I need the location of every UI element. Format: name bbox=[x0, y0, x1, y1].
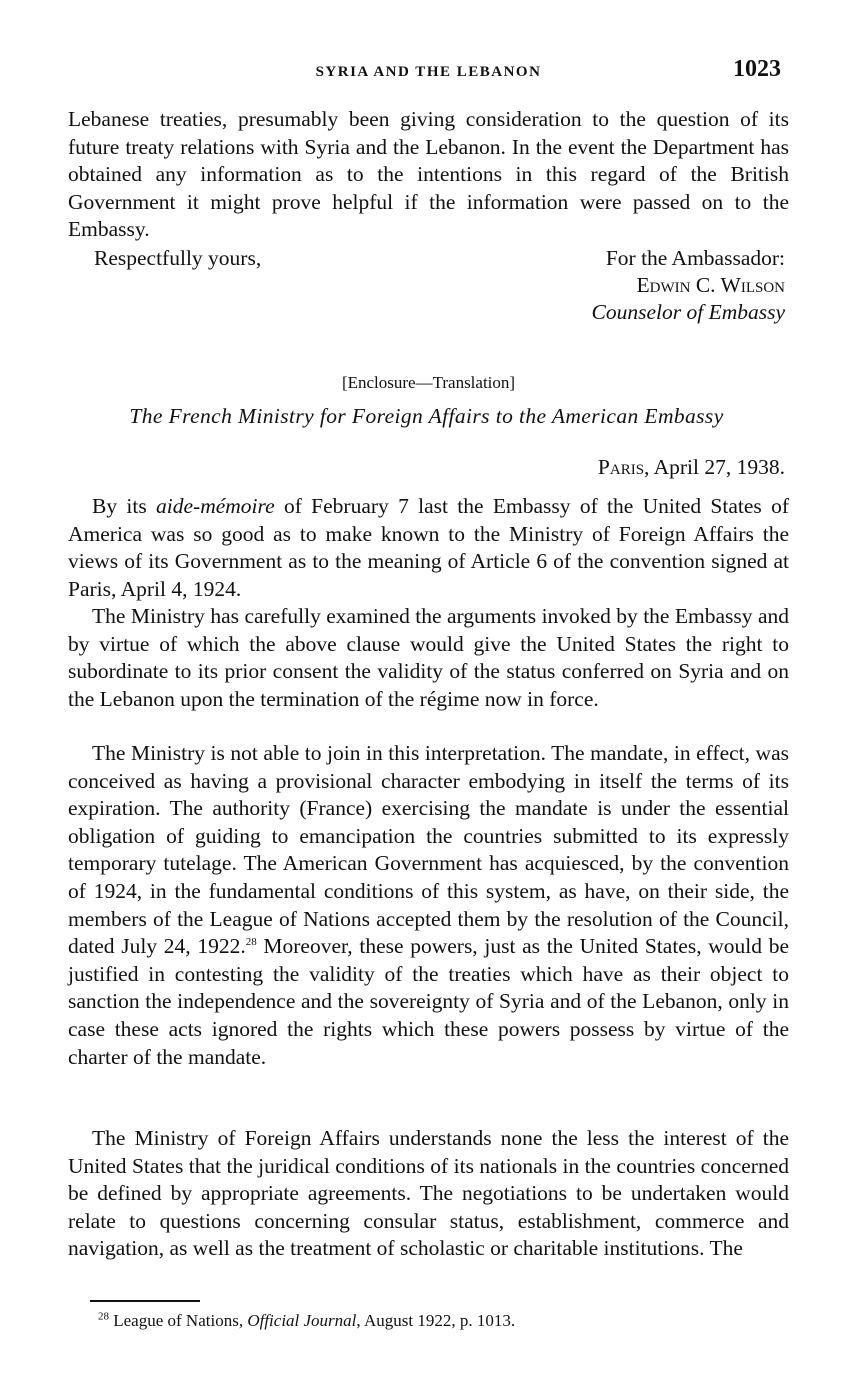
paragraph-3-start: The Ministry is not able to join in this interpretation. The mandate, in effect, was conceived as having a provisional character embodying in itself the terms of its expiration. The authority (France) exercising the mandate is under the essential obligation of guiding to emancipation the countries submitted to its expressly temporary tutelage. The American Government has acquiesced, by the convention of 1924, in the fundamental conditions of this system, as have, on their side, the members of the League of Nations accepted them by the resolution of the Council, dated July 24, 1922. bbox=[68, 741, 789, 959]
paragraph-1 bbox=[68, 493, 789, 603]
paragraph-4: The Ministry of Foreign Affairs understands none the less the interest of the United States that the juridical conditions of its nationals in the countries concerned be defined by appropriate agreements. The negotiations to be undertaken would relate to questions concerning consular status, establishment, commerce and navigation, as well as the treatment of scholastic or charitable institutions. The bbox=[68, 1126, 789, 1261]
footnote-number: 28 bbox=[98, 1310, 109, 1323]
signature-block bbox=[592, 245, 786, 326]
footnote-citation: , August 1922, p. 1013. bbox=[356, 1311, 516, 1330]
salutation: Respectfully yours, bbox=[94, 246, 262, 270]
running-head: SYRIA AND THE LEBANON bbox=[315, 64, 542, 80]
footnote-text: League of Nations, bbox=[109, 1311, 248, 1330]
paragraph-1-start: By its bbox=[92, 494, 157, 518]
footnote bbox=[98, 1311, 515, 1331]
intro-paragraph: Lebanese treaties, presumably been giving consideration to the question of its future treaty relations with Syria and the Lebanon. In the event the Department has obtained any information as to the intentions in this regard of the British Government it might prove helpful if the information were passed on to the Embassy. bbox=[68, 107, 789, 242]
footnote-journal: Official Journal bbox=[247, 1311, 357, 1330]
page-header bbox=[70, 58, 787, 88]
footnote-rule bbox=[90, 1300, 200, 1302]
enclosure-label: [Enclosure—Translation] bbox=[341, 373, 516, 392]
footnote-reference: 28 bbox=[245, 936, 257, 948]
aide-memoire-term: aide-mémoire bbox=[156, 494, 275, 518]
dateline bbox=[598, 455, 785, 480]
paragraph-1-rest: of February 7 last the Embassy of the United States of America was so good as to make known to the Ministry of Foreign Affairs the views of its Government as to the meaning of Article 6 of the convention signed at Paris, April 4, 1924. bbox=[68, 494, 789, 601]
paragraph-3 bbox=[68, 740, 789, 1071]
paragraph-3-rest: Moreover, these powers, just as the United States, would be justified in contesting the validity of the treaties which have as their object to sanction the independence and the sovereignty of Syria and of the Lebanon, only in case these acts ignored the rights which these powers possess by virtue of the charter of the mandate. bbox=[68, 934, 789, 1069]
signer-name: Edwin C. Wilson bbox=[636, 273, 785, 297]
dateline-date: , April 27, 1938. bbox=[644, 455, 785, 479]
dateline-place: Paris bbox=[597, 455, 645, 479]
for-ambassador-line: For the Ambassador: bbox=[605, 246, 785, 270]
document-title: The French Ministry for Foreign Affairs to the American Embassy bbox=[129, 404, 724, 428]
page-number: 1023 bbox=[733, 56, 781, 82]
signer-title: Counselor of Embassy bbox=[591, 300, 785, 324]
paragraph-2: The Ministry has carefully examined the arguments invoked by the Embassy and by virtue of which the above clause would give the United States the right to subordinate to its prior consent the validity of the status conferred on Syria and on the Lebanon upon the termination of the régime now in force. bbox=[68, 604, 789, 711]
